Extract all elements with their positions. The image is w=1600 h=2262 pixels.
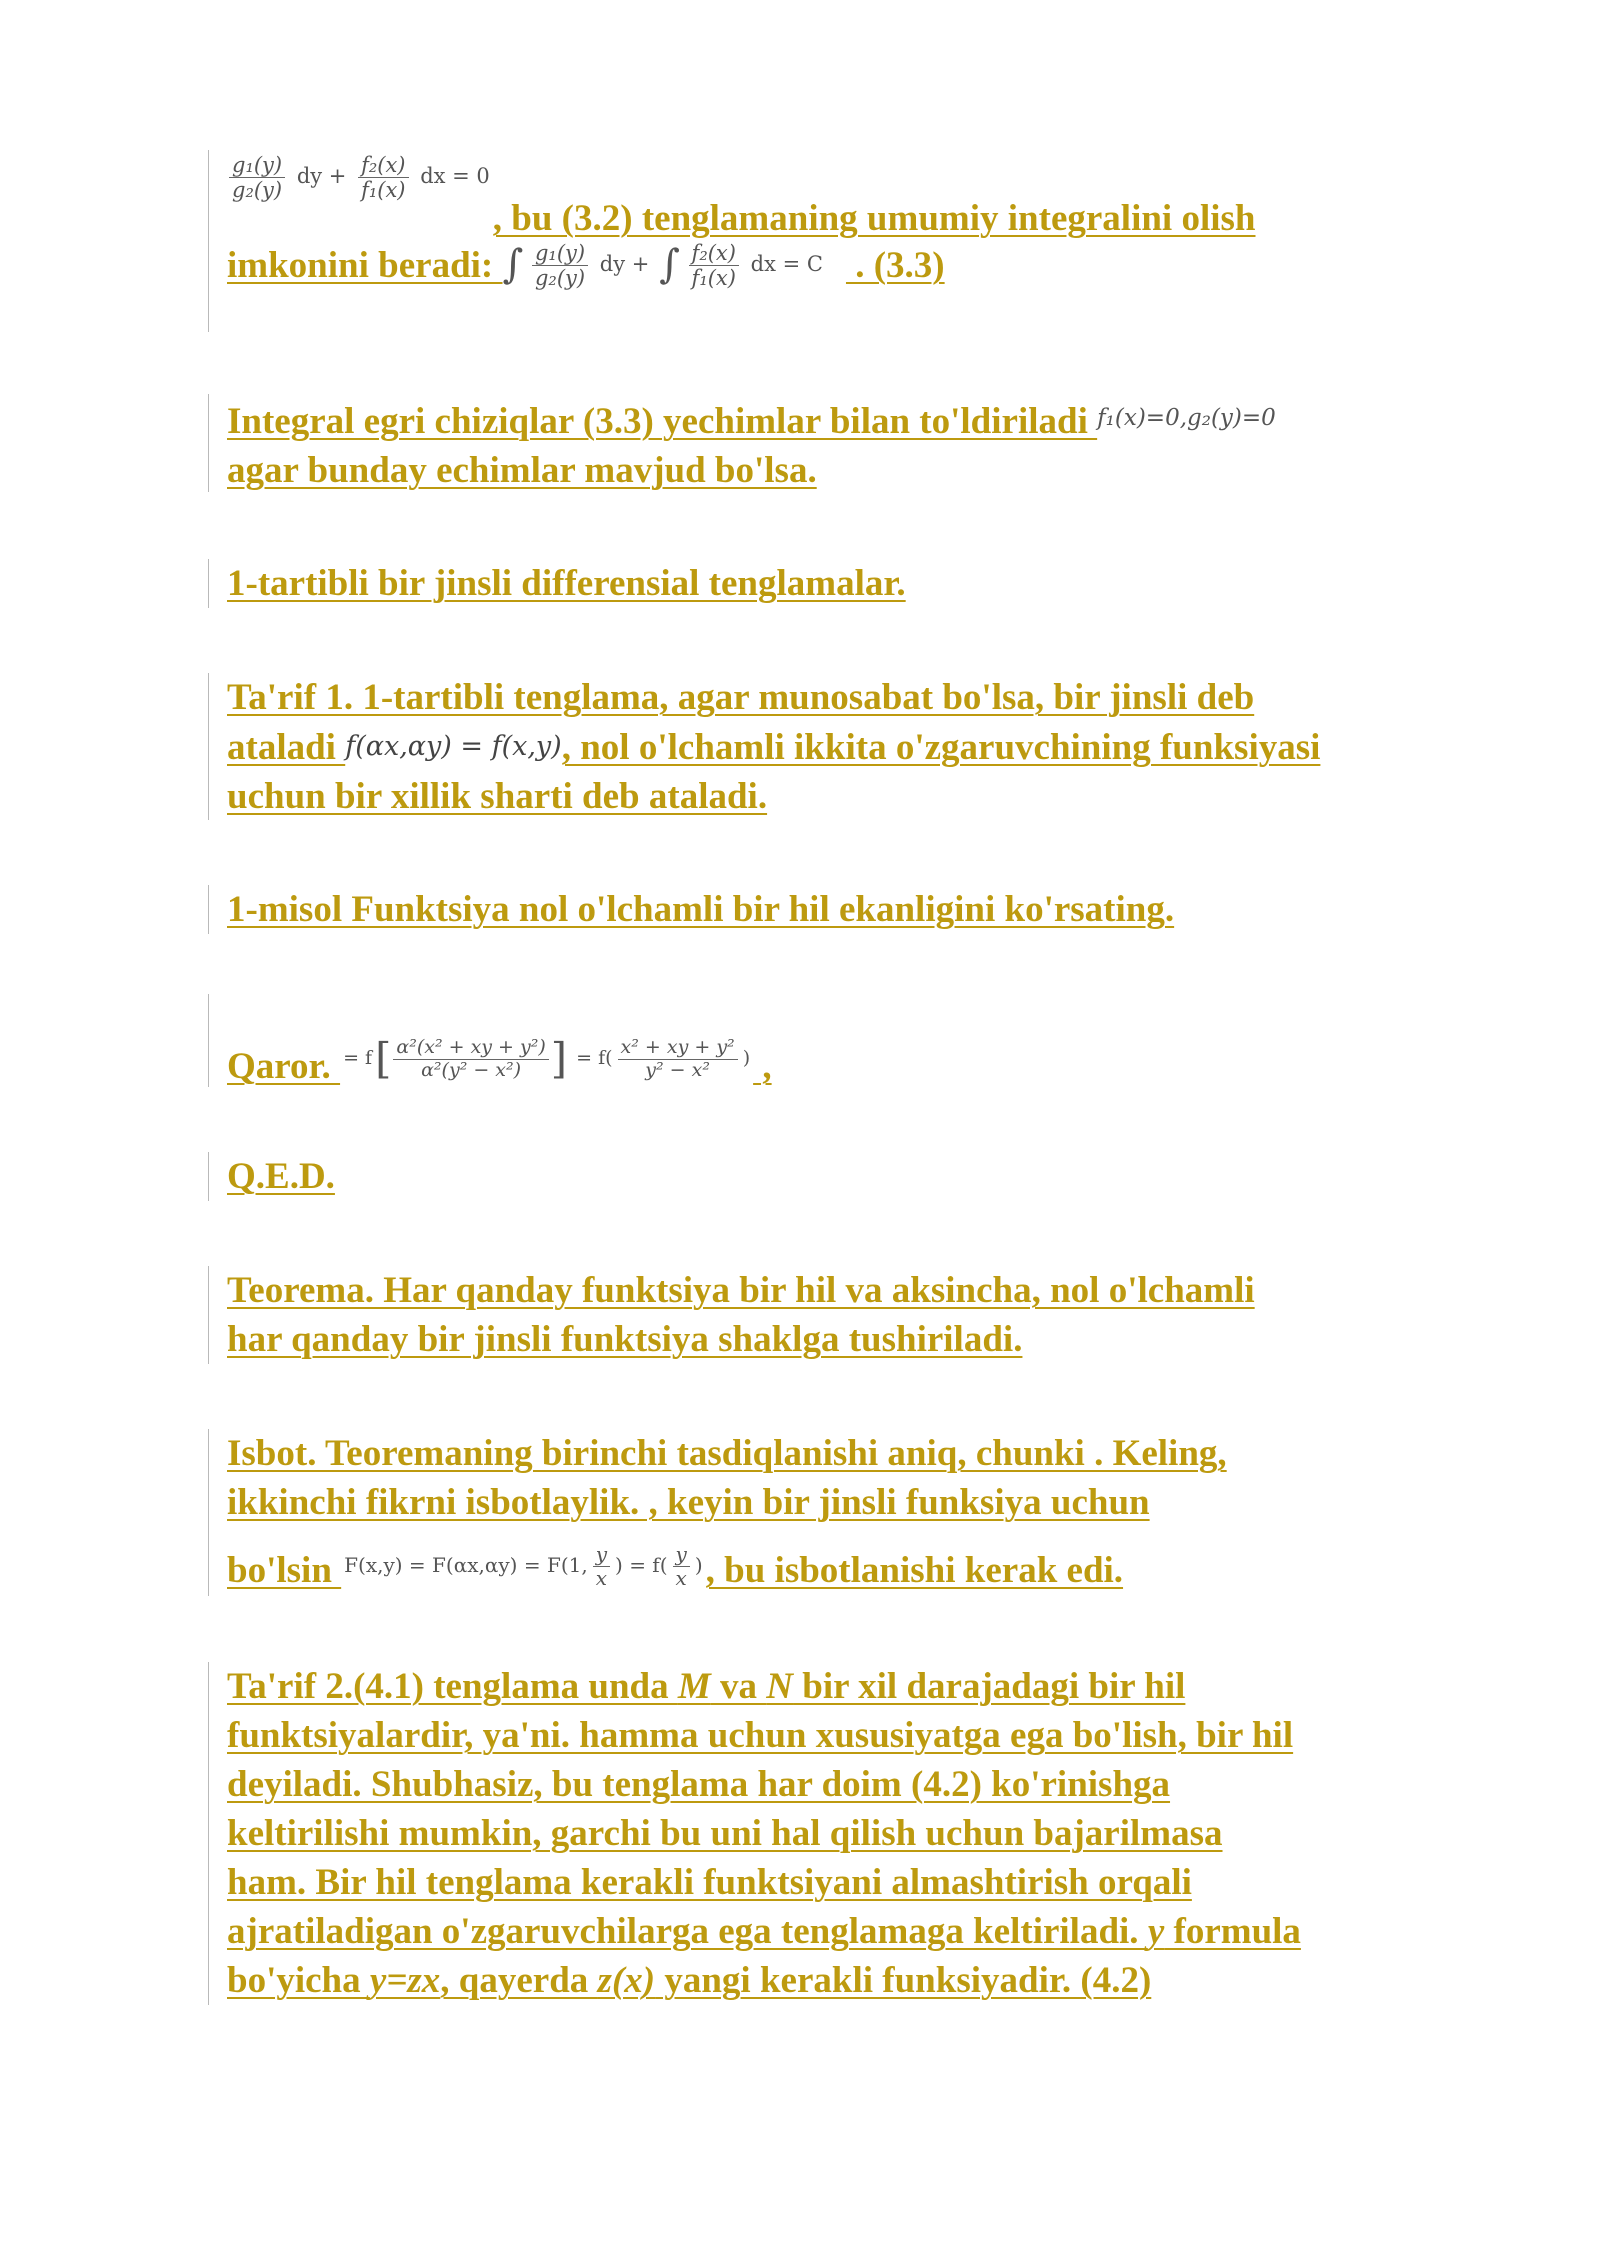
- paragraph-qed: [208, 1152, 1507, 1201]
- solution-label: Qaror.: [227, 1046, 341, 1087]
- section-heading-text: 1-tartibli bir jinsli differensial tenglamalar.: [227, 563, 906, 604]
- paragraph-solution: [208, 994, 1507, 1087]
- para1-text-2: imkonini beradi:: [227, 245, 503, 286]
- definition1-text-1: Ta'rif 1. 1-tartibli tenglama, agar munosabat bo'lsa, bir jinsli deb: [227, 677, 1255, 718]
- para2-text-1: Integral egri chiziqlar (3.3) yechimlar bilan to'ldiriladi: [227, 401, 1098, 442]
- definition2-line-4: keltirilishi mumkin, garchi bu uni hal qilish uchun bajarilmasa: [227, 1813, 1223, 1854]
- definition2-line-7c: , qayerda: [440, 1960, 598, 2001]
- definition2-line-2: funktsiyalardir, ya'ni. hamma uchun xususiyatga ega bo'lish, bir hil: [227, 1715, 1294, 1756]
- qed-text: Q.E.D.: [227, 1156, 335, 1197]
- para2-text-2: agar bunday echimlar mavjud bo'lsa.: [227, 450, 817, 491]
- paragraph-theorem: [208, 1266, 1507, 1364]
- general-integral-formula: ∫ $\frac{\text{g₁(y)}}{\text{g₂(y)}}$ dy + ∫ $\frac{\text{f₂(x)}}{\text{f₁(x)}}$ dx = C: [502, 240, 823, 290]
- homogeneity-formula: f(αx,αy) = f(x,y): [345, 731, 562, 762]
- proof-text-2: ikkinchi fikrni isbotlaylik. , keyin bir jinsli funksiya uchun: [227, 1482, 1150, 1523]
- definition1-text-2: ataladi: [227, 727, 346, 768]
- definition2-line-1c: va: [710, 1666, 767, 1707]
- para1-text-1: , bu (3.2) tenglamaning umumiy integralini olish: [492, 198, 1256, 239]
- separated-equation-formula: $\frac{\text{g₁(y)}}{\text{g₂(y)}}$ dy + $\frac{\text{f₂(x)}}{\text{f₁(x)}}$ dx = 0: [227, 152, 493, 202]
- definition2-symbol-y: y: [1147, 1911, 1165, 1952]
- proof-text-1: Isbot. Teoremaning birinchi tasdiqlanishi aniq, chunki . Keling,: [227, 1433, 1227, 1474]
- paragraph-proof: [208, 1429, 1507, 1596]
- solution-comma: ,: [753, 1046, 772, 1087]
- definition2-line-1e: bir xil darajadagi bir hil: [793, 1666, 1186, 1707]
- theorem-text-1: Teorema. Har qanday funktsiya bir hil va aksincha, nol o'lchamli: [227, 1270, 1255, 1311]
- section-heading-homogeneous: [208, 559, 1507, 608]
- solution-formula: = f[ $\frac{\text{α²(x² + xy + y²)}}{\text{α²(y² − x²)}}$ ] = f( $\frac{\text{x² + xy + y²}}{\text{y² − x²}}$ ): [343, 1034, 751, 1084]
- proof-formula: F(x,y) = F(αx,αy) = F(1, $\frac{y}{x}$ ) = f( $\frac{y}{x}$ ): [344, 1542, 703, 1590]
- para1-text-3: . (3.3): [845, 245, 945, 286]
- special-solutions-formula: f₁(x)=0,g₂(y)=0: [1097, 405, 1276, 431]
- paragraph-definition-1: [208, 673, 1507, 820]
- definition1-text-4: uchun bir xillik sharti deb ataladi.: [227, 776, 768, 817]
- definition2-symbol-m: M: [677, 1666, 711, 1707]
- definition2-line-5: ham. Bir hil tenglama kerakli funktsiyani almashtirish orqali: [227, 1862, 1192, 1903]
- example1-text: 1-misol Funktsiya nol o'lchamli bir hil ekanligini ko'rsating.: [227, 889, 1175, 930]
- paragraph-example-1: [208, 885, 1507, 934]
- paragraph-definition-2: [208, 1662, 1507, 2005]
- definition2-line-7a: bo'yicha: [227, 1960, 370, 2001]
- definition1-text-3: , nol o'lchamli ikkita o'zgaruvchining funksiyasi: [561, 727, 1321, 768]
- definition2-line-7e: yangi kerakli funksiyadir. (4.2): [655, 1960, 1152, 2001]
- definition2-substitution: y=zx: [369, 1960, 441, 2001]
- definition2-line-1a: Ta'rif 2.(4.1) tenglama unda: [227, 1666, 678, 1707]
- definition2-line-6c: formula: [1164, 1911, 1301, 1952]
- definition2-line-3: deyiladi. Shubhasiz, bu tenglama har doim (4.2) ko'rinishga: [227, 1764, 1171, 1805]
- definition2-line-6a: ajratiladigan o'zgaruvchilarga ega tenglamaga keltiriladi.: [227, 1911, 1148, 1952]
- proof-text-4: , bu isbotlanishi kerak edi.: [705, 1550, 1124, 1591]
- proof-text-3: bo'lsin: [227, 1550, 342, 1591]
- paragraph-integral-curves: [208, 394, 1507, 492]
- theorem-text-2: har qanday bir jinsli funktsiya shaklga tushiriladi.: [227, 1319, 1023, 1360]
- paragraph-separation-integral: [208, 150, 1507, 332]
- definition2-symbol-n: N: [766, 1666, 794, 1707]
- definition2-symbol-zx: z(x): [597, 1960, 656, 2001]
